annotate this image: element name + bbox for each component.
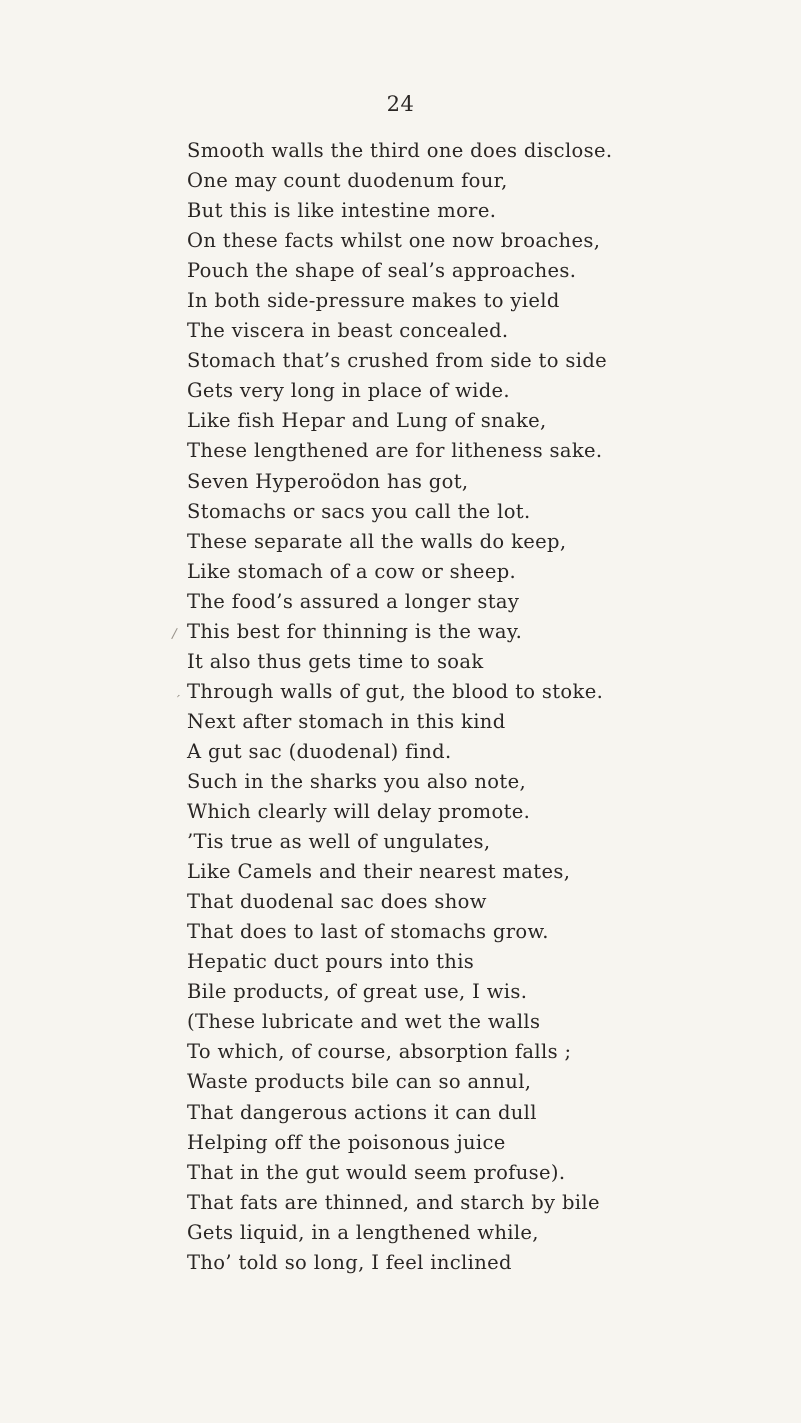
poem-line: Seven Hyperoödon has got, (187, 469, 469, 493)
poem-line: Through walls of gut, the blood to stoke. (187, 679, 604, 703)
poem-line: That fats are thinned, and starch by bile (187, 1190, 600, 1214)
poem-line: That duodenal sac does show (187, 890, 487, 914)
poem-line: Waste products bile can so annul, (187, 1070, 532, 1094)
page-number: 24 (386, 92, 415, 116)
poem-line: In both side-pressure makes to yield (187, 289, 560, 313)
margin-slash-mark: / (170, 625, 179, 643)
poem-line: That does to last of stomachs grow. (187, 920, 549, 944)
poem-line: But this is like intestine more. (187, 199, 497, 223)
poem-line: Tho’ told so long, I feel inclined (187, 1250, 512, 1274)
poem-line: Gets very long in place of wide. (187, 379, 510, 403)
poem-line: It also thus gets time to soak (187, 649, 484, 673)
poem-line: (These lubricate and wet the walls (187, 1010, 541, 1034)
poem-line: That dangerous actions it can dull (187, 1100, 537, 1124)
poem-line: On these facts whilst one now broaches, (187, 229, 601, 253)
poem-line: A gut sac (duodenal) find. (187, 739, 452, 763)
poem-line: Which clearly will delay promote. (187, 800, 531, 824)
poem-line: Hepatic duct pours into this (187, 950, 475, 974)
margin-tick-mark: ′ (174, 692, 181, 710)
poem-line: Stomachs or sacs you call the lot. (187, 499, 531, 523)
poem-line: Smooth walls the third one does disclose. (187, 139, 613, 162)
poem-line: Like Camels and their nearest mates, (187, 860, 571, 884)
poem-line: These separate all the walls do keep, (187, 529, 567, 553)
poem-text (187, 136, 787, 1278)
poem-line: Such in the sharks you also note, (187, 769, 527, 793)
poem-line: Like stomach of a cow or sheep. (187, 559, 517, 583)
poem-line: Helping off the poisonous juice (187, 1130, 506, 1154)
poem-line: The food’s assured a longer stay (187, 589, 520, 613)
poem-line: Next after stomach in this kind (187, 709, 506, 733)
poem-line: These lengthened are for litheness sake. (187, 439, 603, 463)
poem-line: To which, of course, absorption falls ; (187, 1040, 572, 1064)
poem-line: Gets liquid, in a lengthened while, (187, 1220, 539, 1244)
poem-line: This best for thinning is the way. (187, 619, 523, 643)
poem-line: Pouch the shape of seal’s approaches. (187, 259, 577, 283)
poem-line: One may count duodenum four, (187, 169, 508, 193)
poem-line: Stomach that’s crushed from side to side (187, 349, 608, 373)
poem-line: Bile products, of great use, I wis. (187, 980, 528, 1004)
poem-line: Like fish Hepar and Lung of snake, (187, 409, 547, 433)
poem-line: ’Tis true as well of ungulates, (187, 830, 491, 854)
poem-line: That in the gut would seem profuse). (187, 1160, 566, 1184)
poem-line: The viscera in beast concealed. (187, 319, 509, 343)
